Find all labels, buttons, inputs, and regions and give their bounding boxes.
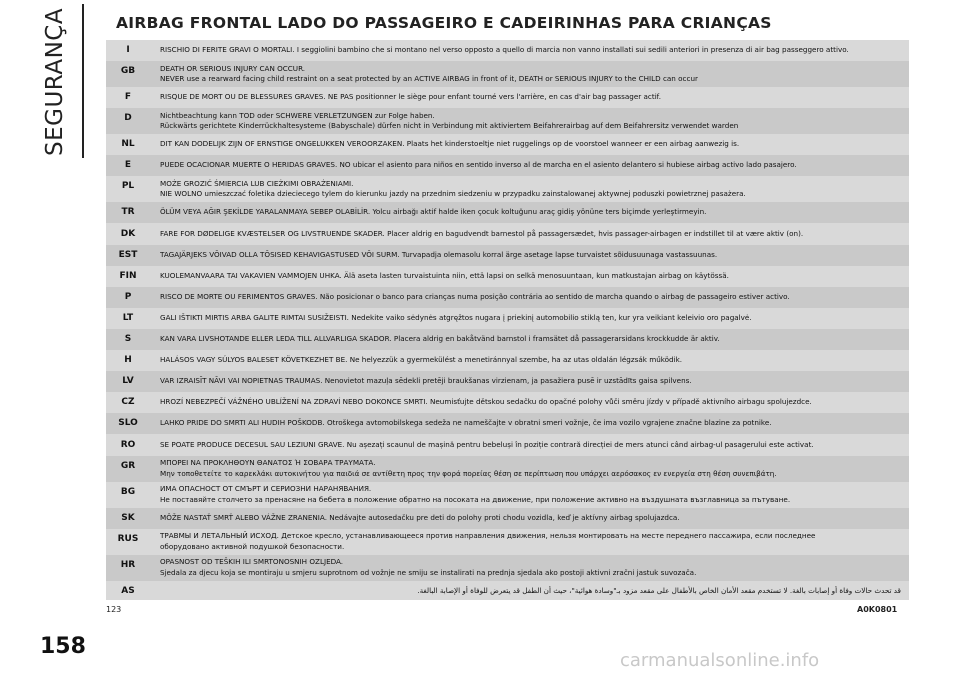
warning-text bbox=[160, 160, 901, 171]
warning-line: GALI IŠTIKTI MIRTIS ARBA GALITE RIMTAI SUSIŽEISTI. Nedekite vaiko sėdynės atgręžtos nugara į priekinį automobilio stiklą ten, kur yra veikiant keleivio oro pagalvė. bbox=[160, 312, 752, 322]
warning-line: Rückwärts gerichtete Kinderrückhaltesysteme (Babyschale) dürfen nicht in Verbindung mit aktiviertem Beifahrerairbag auf dem Beifahrersitz verwendet warden bbox=[160, 121, 739, 131]
warning-line: PUEDE OCACIONAR MUERTE O HERIDAS GRAVES. NO ubicar el asiento para niños en sentido inverso al de marcha en el asiento delantero si hubiese airbag activo lado pasajero. bbox=[160, 160, 797, 170]
warning-line: TAGAJÄRJEKS VÕIVAD OLLA TÕSISED KEHAVIGASTUSED VÕI SURM. Turvapadja olemasolu korral ärge asetage lapse turvaistet sõidusuunaga vastassuunas. bbox=[160, 249, 718, 259]
warning-line: DEATH OR SERIOUS INJURY CAN OCCUR. bbox=[160, 63, 306, 73]
table-row bbox=[106, 134, 909, 155]
table-row bbox=[106, 555, 909, 581]
table-row bbox=[106, 87, 909, 108]
warning-text bbox=[160, 334, 901, 345]
language-code: FIN bbox=[119, 270, 137, 281]
watermark: carmanualsonline.info bbox=[620, 650, 820, 671]
warning-line: VAR IZRAISĪT NĀVI VAI NOPIETNAS TRAUMAS. Nenovietot mazuļa sēdekli pretēji braukšanas virzienam, ja pasažiera pusē ir uzstādīts gaisa spilvens. bbox=[160, 376, 692, 386]
warning-line: RISCHIO DI FERITE GRAVI O MORTALI. I seggiolini bambino che si montano nel verso opposto a quello di marcia non vanno installati sui sedili anteriori in presenza di air bag passeggero attivo. bbox=[160, 45, 849, 54]
language-code: GB bbox=[120, 66, 136, 77]
warning-line: оборудовано активной подушкой безопасности. bbox=[160, 541, 345, 551]
warning-text bbox=[160, 207, 901, 218]
language-code: SLO bbox=[118, 418, 138, 429]
language-code: H bbox=[124, 355, 132, 366]
language-code: PL bbox=[121, 181, 135, 192]
figure-number: 123 bbox=[106, 605, 122, 614]
warning-text bbox=[160, 45, 901, 56]
language-code: RO bbox=[120, 439, 136, 450]
language-code: GR bbox=[120, 460, 136, 471]
warning-text bbox=[160, 531, 901, 552]
warning-text bbox=[160, 64, 901, 85]
language-code: LV bbox=[122, 376, 134, 387]
section-divider bbox=[82, 4, 84, 158]
warning-line: MOŻE GROZIĆ ŚMIERCIA LUB CIEŻKIMI OBRAŻENIAMI. bbox=[160, 178, 354, 188]
warning-text bbox=[160, 355, 901, 366]
table-row bbox=[106, 40, 909, 61]
warning-line: ТРАВМЫ И ЛЕТАЛЬНЫЙ ИСХОД. Детское кресло, устанавливающееся против направления движения, нельзя монтировать на месте переднего пассажира, если последнее bbox=[160, 531, 816, 541]
language-code: I bbox=[126, 45, 130, 55]
warning-text bbox=[160, 513, 901, 524]
table-row bbox=[106, 508, 909, 529]
warning-text bbox=[160, 586, 901, 597]
warning-text bbox=[160, 271, 901, 282]
warning-text bbox=[160, 250, 901, 261]
language-code: SK bbox=[121, 512, 135, 523]
language-code: DK bbox=[120, 228, 136, 239]
warning-line: LAHKO PRIDE DO SMRTI ALI HUDIH POŠKODB. Otroškega avtomobilskega sedeža ne nameščajte v obratni smeri vožnje, če ima vozilo vgrajene značne blazine za potnike. bbox=[160, 418, 772, 428]
table-row bbox=[106, 482, 909, 508]
warning-line: ÖLÜM VEYA AĞIR ŞEKİLDE YARALANMAYA SEBEP OLABİLİR. Yolcu airbağı aktif halde iken çocuk koltuğunu araç gidiş yönüne ters biçimde yerleştirmeyin. bbox=[160, 207, 707, 217]
table-row bbox=[106, 350, 909, 371]
warning-line: Sjedala za djecu koja se montiraju u smjeru suprotnom od vožnje ne smiju se instalirati na prednja sjedala ako postoji aktivni zračni jastuk suvozača. bbox=[160, 567, 697, 577]
table-row bbox=[106, 413, 909, 434]
warning-line: HALÁSOS VAGY SÚLYOS BALESET KÖVETKEZHET BE. Ne helyezzük a gyermekülést a menetiránnyal szembe, ha az utas oldalán légzsák működik. bbox=[160, 355, 683, 365]
warning-line: Μην τοποθετείτε το καρεκλάκι αυτοκινήτου για παιδιά σε αντίθετη προς την φορά πορείας θέση σε περίπτωση που υπάρχει αερόσακος εν ενεργεία στη θέση συνεπιβάτη. bbox=[160, 468, 777, 478]
page-title: AIRBAG FRONTAL LADO DO PASSAGEIRO E CADEIRINHAS PARA CRIANÇAS bbox=[116, 14, 772, 32]
warning-text bbox=[160, 179, 901, 200]
language-code: F bbox=[124, 92, 132, 103]
language-code: AS bbox=[121, 585, 135, 596]
warning-text bbox=[160, 557, 901, 578]
warning-line: DIT KAN DODELIJK ZIJN OF ERNSTIGE ONGELUKKEN VEROORZAKEN. Plaats het kinderstoeltje niet ruggelings op de voorstoel wanneer er een airbag aanwezig is. bbox=[160, 139, 740, 149]
table-row bbox=[106, 371, 909, 392]
table-row bbox=[106, 287, 909, 308]
warning-text bbox=[160, 111, 901, 132]
table-row bbox=[106, 108, 909, 134]
warning-text bbox=[160, 229, 901, 240]
language-code: LT bbox=[122, 312, 134, 323]
table-row bbox=[106, 224, 909, 245]
language-code: S bbox=[124, 334, 132, 344]
warning-line: SE POATE PRODUCE DECESUL SAU LEZIUNI GRAVE. Nu așezați scaunul de mașină pentru bebeluși în poziție contrară direcției de mers atunci când airbag-ul pasagerului este activat. bbox=[160, 439, 814, 449]
language-code: TR bbox=[121, 207, 135, 218]
warning-text bbox=[160, 397, 901, 408]
warning-line: HROZÍ NEBEZPEČÍ VÁŽNÉHO UBLÍŽENÍ NA ZDRAVÍ NEBO DOKONCE SMRTI. Neumisťujte dětskou sedačku do opačné polohy vůči směru jízdy v případě aktivního airbagu spolujezdce. bbox=[160, 397, 812, 407]
language-code: E bbox=[124, 160, 132, 171]
warning-table bbox=[106, 40, 909, 600]
section-label: SEGURANÇA bbox=[42, 7, 68, 157]
table-row bbox=[106, 435, 909, 456]
warning-line: ИМА ОПАСНОСТ ОТ СМЪРТ И СЕРИОЗНИ НАРАНЯВАНИЯ. bbox=[160, 484, 372, 494]
table-row bbox=[106, 581, 909, 602]
language-code: D bbox=[124, 113, 132, 124]
warning-line: FARE FOR DØDELIGE KVÆSTELSER OG LIVSTRUENDE SKADER. Placer aldrig en bagudvendt barnestol på passagersædet, hvis passager-airbagen er indstillet til at være aktiv (on). bbox=[160, 228, 804, 238]
table-row bbox=[106, 266, 909, 287]
table-row bbox=[106, 329, 909, 350]
warning-line: قد تحدث حالات وفاة أو إصابات بالغة. لا تستخدم مقعد الأمان الخاص بالأطفال على مقعد مزود بـ"وسادة هوائية"، حيث أن الطفل قد يتعرض للوفاة أو الإصابة البالغة. bbox=[417, 585, 901, 595]
warning-text bbox=[160, 484, 901, 505]
table-row bbox=[106, 155, 909, 176]
warning-text bbox=[160, 292, 901, 303]
warning-text bbox=[160, 376, 901, 387]
warning-line: Nichtbeachtung kann TOD oder SCHWERE VERLETZUNGEN zur Folge haben. bbox=[160, 110, 435, 120]
table-row bbox=[106, 245, 909, 266]
language-code: RUS bbox=[117, 533, 139, 544]
table-row bbox=[106, 392, 909, 413]
warning-line: KAN VARA LIVSHOTANDE ELLER LEDA TILL ALLVARLIGA SKADOR. Placera aldrig en bakåtvänd barnstol i framsätet då passagerarsidans krockkudde är aktiv. bbox=[160, 334, 720, 343]
warning-line: RISQUE DE MORT OU DE BLESSURES GRAVES. NE PAS positionner le siège pour enfant tourné vers l'arrière, en cas d'air bag passager actif. bbox=[160, 92, 661, 102]
language-code: P bbox=[124, 291, 132, 302]
warning-line: Не поставяйте столчето за пренасяне на бебета в положение обратно на посоката на движение, при положение активно на въздушната възглавница за пътуване. bbox=[160, 494, 791, 504]
warning-text bbox=[160, 313, 901, 324]
warning-text bbox=[160, 440, 901, 451]
warning-text bbox=[160, 139, 901, 150]
warning-line: OPASNOST OD TEŠKIH ILI SMRTONOSNIH OZLJEDA. bbox=[160, 557, 344, 567]
table-row bbox=[106, 202, 909, 223]
warning-text bbox=[160, 418, 901, 429]
warning-text bbox=[160, 458, 901, 479]
page-number: 158 bbox=[40, 634, 86, 659]
language-code: EST bbox=[118, 249, 138, 260]
table-row bbox=[106, 176, 909, 202]
language-code: BG bbox=[120, 486, 136, 497]
language-code: HR bbox=[120, 559, 136, 570]
table-row bbox=[106, 308, 909, 329]
warning-line: MÔŽE NASTAŤ SMRŤ ALEBO VÁŽNE ZRANENIA. Nedávajte autosedačku pre deti do polohy proti chodu vozidla, keď je aktívny airbag spolujazdca. bbox=[160, 512, 680, 522]
warning-line: NEVER use a rearward facing child restraint on a seat protected by an ACTIVE AIRBAG in front of it, DEATH or SERIOUS INJURY to the CHILD can occur bbox=[160, 74, 698, 84]
warning-line: NIE WOLNO umieszczać foletika dzieciecego tylem do kierunku jazdy na przednim siedzeniu w przypadku zainstalowanej aktywnej poduszki powietrznej pasażera. bbox=[160, 189, 746, 199]
table-row bbox=[106, 456, 909, 482]
language-code: CZ bbox=[121, 397, 135, 408]
language-code: NL bbox=[121, 139, 135, 150]
warning-text bbox=[160, 92, 901, 103]
warning-line: KUOLEMANVAARA TAI VAKAVIEN VAMMOJEN UHKA. Älä aseta lasten turvaistuinta niin, että lapsi on selkä menosuuntaan, kun matkustajan airbag on käytössä. bbox=[160, 270, 729, 280]
table-row bbox=[106, 61, 909, 87]
warning-line: ΜΠΟΡΕΙ ΝΑ ΠΡΟΚΛΗΘΟΥΝ ΘΑΝΑΤΟΣ Ή ΣΟΒΑΡΑ ΤΡΑΥΜΑΤΑ. bbox=[160, 458, 376, 468]
figure-code: A0K0801 bbox=[857, 605, 898, 614]
table-row bbox=[106, 529, 909, 555]
warning-line: RISCO DE MORTE OU FERIMENTOS GRAVES. Não posicionar o banco para crianças numa posição contrária ao sentido de marcha quando o airbag de passageiro estiver activo. bbox=[160, 291, 790, 301]
